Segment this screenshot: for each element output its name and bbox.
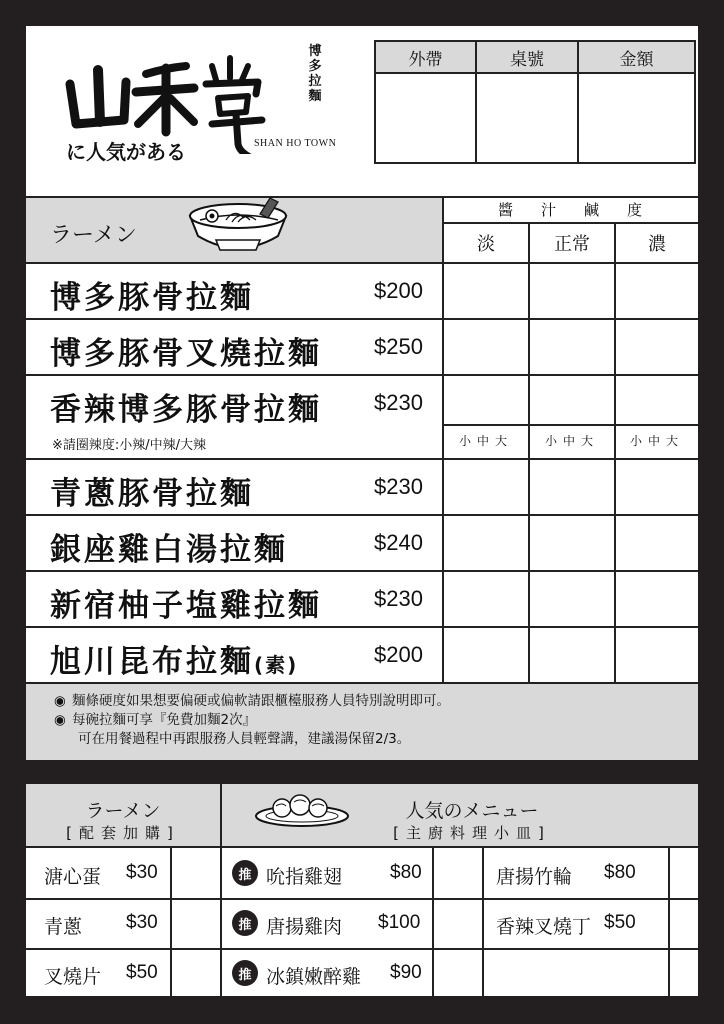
vegetarian-tag: (素) [254,653,299,677]
popular-item-price: $50 [604,912,636,933]
note-line: ◉ 每碗拉麵可享『免費加麵2次』 [54,712,257,728]
popular-item-name: 吮指雞翅 [266,866,343,888]
logo-english: SHAN HO TOWN [254,138,337,149]
recommend-badge-icon: 推 [232,860,258,886]
addons-header [26,784,220,848]
popular-item-price: $90 [390,962,422,983]
dish-name: 博多豚骨叉燒拉麵 [50,336,322,372]
salt-check-strong[interactable] [614,320,616,374]
popular-title: 人気のメニュー [405,800,539,822]
dumpling-plate-icon [254,792,350,828]
salt-check-light[interactable] [442,460,444,514]
dish-price: $230 [374,390,423,415]
popular-item-price: $80 [604,862,636,883]
logo-subtitle: に人気がある [66,140,186,164]
addon-item-name: 青蔥 [44,916,83,938]
menu-item-row[interactable] [26,374,698,458]
order-field-amount[interactable] [579,74,694,162]
popular-header [222,784,698,848]
menu-item-row[interactable] [26,626,698,682]
dish-name: 香辣博多豚骨拉麵 [50,392,322,428]
salt-check-strong[interactable] [614,264,616,318]
salt-check-strong[interactable] [614,572,616,626]
salt-option-strong: 濃 [614,224,698,262]
menu-item-row[interactable] [26,514,698,570]
menu-item-row[interactable] [26,262,698,318]
menu-item-row[interactable] [26,318,698,374]
size-option-normal[interactable]: 小中大 [544,434,599,448]
menu-section-title: ラーメン [50,223,137,248]
salt-check-light[interactable] [442,516,444,570]
salt-check-light[interactable] [442,264,444,318]
dish-price: $230 [374,474,423,499]
popular-subtitle: [主廚料理小皿] [393,824,551,842]
bullet-icon: ◉ [54,693,66,709]
salt-check-light[interactable] [442,628,444,682]
menu-section-header [26,198,442,262]
menu-header-row [26,196,698,262]
popular-item-name: 唐揚竹輪 [496,866,573,888]
popular-item-price: $80 [390,862,422,883]
size-option-strong[interactable]: 小中大 [629,434,684,448]
salt-check-strong[interactable] [614,516,616,570]
addon-item-price: $50 [126,962,158,983]
salt-check-light[interactable] [442,572,444,626]
dish-name: 銀座雞白湯拉麵 [50,532,288,568]
salt-check-normal[interactable] [528,264,530,318]
bullet-icon: ◉ [54,712,66,728]
dish-name: 青蔥豚骨拉麵 [50,476,254,512]
size-option-light[interactable]: 小中大 [458,434,513,448]
dish-price: $240 [374,530,423,555]
addon-item-price: $30 [126,912,158,933]
popular-item-name: 唐揚雞肉 [266,916,343,938]
logo-vertical-text: 博 多 拉 麵 [308,44,322,104]
main-menu-panel [26,26,698,760]
addons-title: ラーメン [85,800,161,822]
salt-option-light: 淡 [442,224,528,262]
menu-item-row[interactable] [26,458,698,514]
order-header-amount: 金額 [579,42,694,74]
addons-subtitle: [配套加購] [66,824,180,842]
salt-check-strong[interactable] [614,460,616,514]
salt-check-normal[interactable] [528,460,530,514]
salt-option-normal: 正常 [528,224,614,262]
order-field-table[interactable] [477,74,579,162]
salt-check-strong[interactable] [614,628,616,682]
order-header-table: 桌號 [477,42,579,74]
menu-notes [26,682,698,760]
dish-name: 博多豚骨拉麵 [50,280,254,316]
dish-price: $230 [374,586,423,611]
spice-level-note: ※請圈辣度:小辣/中辣/大辣 [52,438,207,453]
salt-check-normal[interactable] [528,628,530,682]
dish-price: $200 [374,278,423,303]
ramen-bowl-icon [186,184,290,256]
order-header-takeout: 外帶 [376,42,477,74]
sides-panel [26,784,698,996]
dish-name: 旭川昆布拉麵(素) [50,644,299,680]
menu-item-row[interactable] [26,570,698,626]
popular-item-name: 冰鎮嫩醉雞 [266,966,362,988]
popular-item-price: $100 [378,912,421,933]
salt-check-normal[interactable] [528,320,530,374]
dish-price: $200 [374,642,423,667]
salt-check-normal[interactable] [528,572,530,626]
salt-check-normal[interactable] [528,516,530,570]
note-line: 可在用餐過程中再跟服務人員輕聲講，建議湯保留2/3。 [78,731,411,747]
popular-item-name: 香辣叉燒丁 [496,916,592,938]
dish-price: $250 [374,334,423,359]
order-info-box [374,40,696,164]
addon-item-price: $30 [126,862,158,883]
addon-item-name: 溏心蛋 [44,866,102,888]
salt-level-title: 醬汁鹹度 [497,201,670,219]
order-field-takeout[interactable] [376,74,477,162]
recommend-badge-icon: 推 [232,910,258,936]
dish-name: 新宿柚子塩雞拉麵 [50,588,322,624]
addon-item-name: 叉燒片 [44,966,102,988]
recommend-badge-icon: 推 [232,960,258,986]
note-line: ◉ 麵條硬度如果想要偏硬或偏軟請跟櫃檯服務人員特別說明即可。 [54,693,450,709]
salt-check-light[interactable] [442,320,444,374]
